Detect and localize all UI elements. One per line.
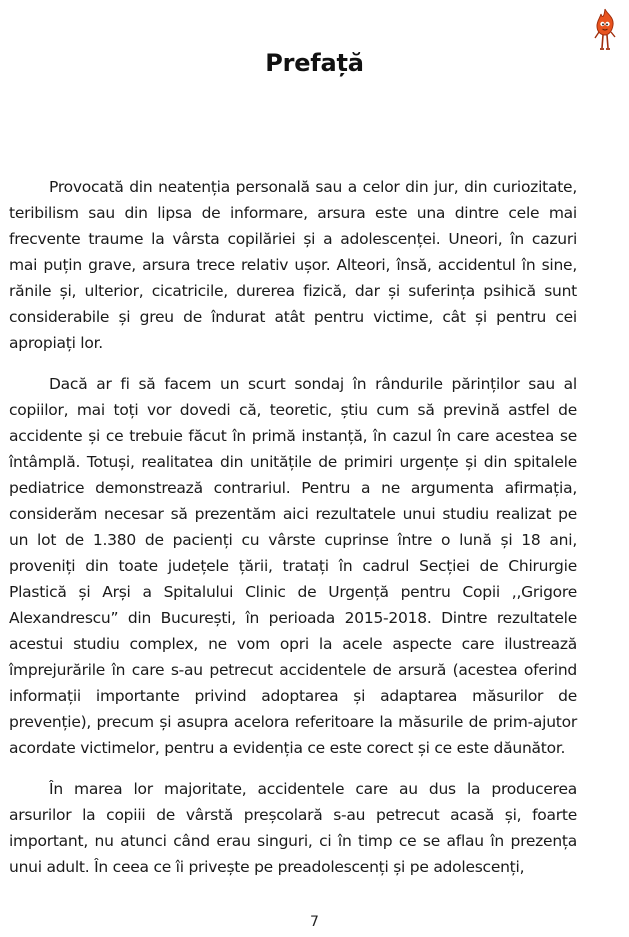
paragraph-2: Dacă ar fi să facem un scurt sondaj în rândurile părinților sau al copiilor, mai toți vor dovedi că, teoretic, știu cum să prevină astfel de accidente și ce trebuie făcut în primă instanță, în cazul în care acestea se întâmplă. Totuși, realitatea din unitățile de primiri urgențe și din spitalele pediatrice demonstrează contrariul. Pentru a ne argumenta afirmația, considerăm necesar să prezentăm aici rezultatele unui studiu realizat pe un lot de 1.380 de pacienți cu vârste cuprinse între o lună și 18 ani, proveniți din toate județele țării, tratați în cadrul Secției de Chirurgie Plastică și Arși a Spitalului Clinic de Urgență pentru Copii ,,Grigore Alexandrescu” din București, în perioada 2015-2018. Dintre rezultatele acestui studiu complex, ne vom opri la acele aspecte care ilustrează împrejurările în care s-au petrecut accidentele de arsură (acestea oferind informații importante privind adoptarea și adaptarea măsurilor de prevenție), precum și asupra acelora referitoare la măsurile de prim-ajutor acordate victimelor, pentru a evidenția ce este corect și ce este dăunător. xyxy=(9,375,577,757)
page-title: Prefață xyxy=(265,49,364,77)
page-number: 7 xyxy=(310,914,319,930)
paragraph-1: Provocată din neatenția personală sau a celor din jur, din curiozitate, teribilism sau din lipsa de informare, arsura este una dintre cele mai frecvente traume la vârsta copilăriei și a adolescenței. Uneori, în cazuri mai puțin grave, arsura trece relativ ușor. Alteori, însă, accidentul în sine, rănile și, ulterior, cicatricile, durerea fizică, dar și suferința psihică sunt considerabile și greu de îndurat atât pentru victime, cât și pentru cei apropiați lor. xyxy=(9,178,577,352)
paragraph-3: În marea lor majoritate, accidentele care au dus la producerea arsurilor la copiii de vârstă preșcolară s-au petrecut acasă și, foarte important, nu atunci când erau singuri, ci în timp ce se aflau în prezența unui adult. În ceea ce îi privește pe preadolescenți și pe adolescenți, xyxy=(9,780,577,876)
body-text xyxy=(9,174,577,895)
